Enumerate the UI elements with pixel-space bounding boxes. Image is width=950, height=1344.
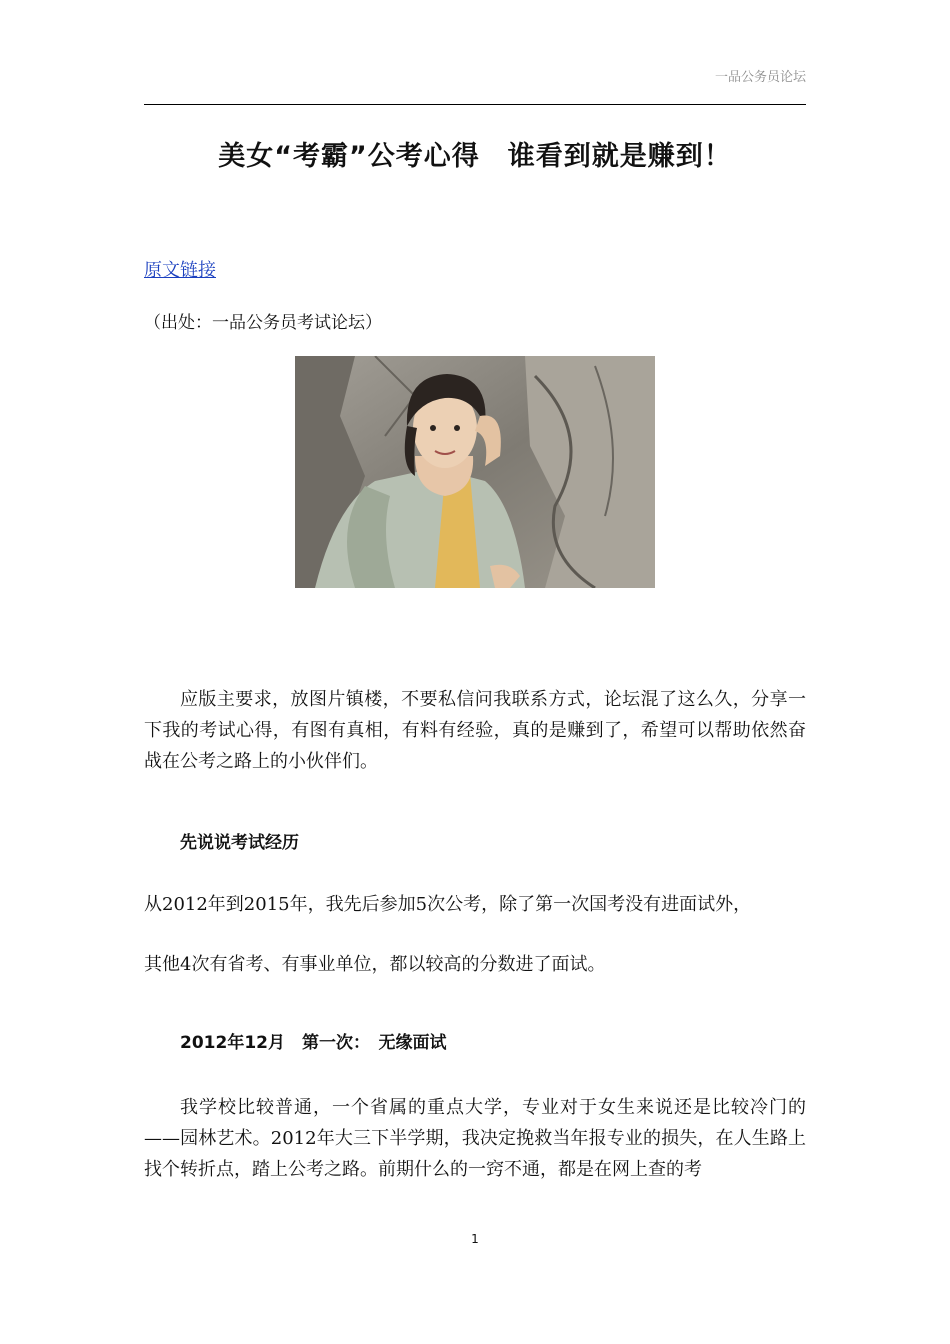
photo-illustration — [295, 356, 655, 588]
portrait-photo — [295, 356, 655, 588]
exam-history-line-2: 其他4次有省考、有事业单位，都以较高的分数进了面试。 — [144, 954, 606, 975]
source-line: （出处：一品公务员考试论坛） — [144, 313, 382, 333]
original-link[interactable]: 原文链接 — [144, 260, 216, 281]
section-heading-first-attempt: 2012年12月 第一次： 无缘面试 — [180, 1033, 447, 1053]
exam-history-line-1: 从2012年到2015年，我先后参加5次公考，除了第一次国考没有进面试外， — [144, 894, 752, 915]
page-title: 美女“考霸”公考心得 谁看到就是赚到！ — [218, 141, 732, 172]
intro-paragraph: 应版主要求，放图片镇楼，不要私信问我联系方式，论坛混了这么久，分享一下我的考试心得，有图有真相，有料有经验，真的是赚到了，希望可以帮助依然奋战在公考之路上的小伙伴们。 — [144, 689, 806, 772]
section-heading-exam-history: 先说说考试经历 — [180, 833, 299, 853]
first-attempt-paragraph: 我学校比较普通，一个省属的重点大学，专业对于女生来说还是比较冷门的——园林艺术。2012年大三下半学期，我决定挽救当年报专业的损失，在人生路上找个转折点，踏上公考之路。前期什么的一窍不通，都是在网上查的考 — [144, 1097, 806, 1180]
header-site-name: 一品公务员论坛 — [714, 70, 806, 85]
page-number: 1 — [471, 1232, 479, 1246]
header-divider — [144, 104, 806, 105]
